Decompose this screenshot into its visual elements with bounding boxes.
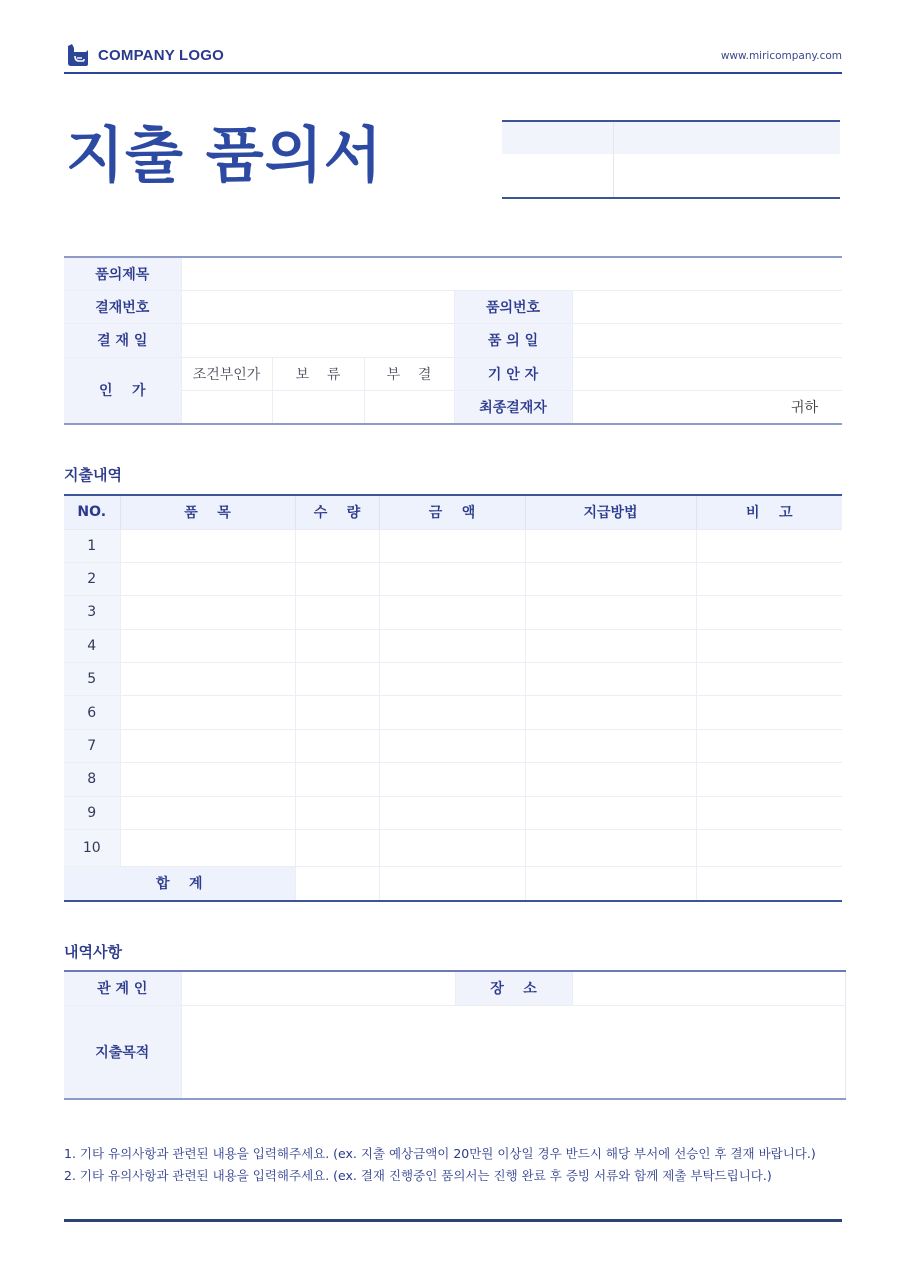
row-number: 9 xyxy=(64,796,120,829)
qty-cell[interactable] xyxy=(295,696,379,729)
item-cell[interactable] xyxy=(120,562,295,595)
table-row xyxy=(64,763,842,796)
approval-header-cell[interactable] xyxy=(614,122,840,154)
qty-cell[interactable] xyxy=(295,562,379,595)
amount-cell[interactable] xyxy=(379,663,525,696)
notes-list xyxy=(64,1143,816,1187)
qty-cell[interactable] xyxy=(295,729,379,762)
note-cell[interactable] xyxy=(696,763,842,796)
footer-divider xyxy=(64,1219,842,1222)
amount-cell[interactable] xyxy=(379,696,525,729)
table-row xyxy=(64,696,842,729)
amount-cell[interactable] xyxy=(379,830,525,867)
conditional-approval-label: 조건부인가 xyxy=(181,357,272,390)
col-header-no: NO. xyxy=(64,495,120,529)
table-row xyxy=(64,562,842,595)
note-cell[interactable] xyxy=(696,562,842,595)
purpose-label: 지출목적 xyxy=(64,1005,181,1099)
row-number: 10 xyxy=(64,830,120,867)
total-row xyxy=(64,867,842,901)
request-date-field[interactable] xyxy=(572,324,842,357)
table-row xyxy=(64,629,842,662)
approval-no-label: 결재번호 xyxy=(64,290,181,323)
qty-cell[interactable] xyxy=(295,596,379,629)
drafter-field[interactable] xyxy=(572,357,842,390)
details-section-title: 내역사항 xyxy=(64,943,122,961)
method-cell[interactable] xyxy=(525,529,696,562)
col-header-payment-method: 지급방법 xyxy=(525,495,696,529)
item-cell[interactable] xyxy=(120,663,295,696)
total-note-cell[interactable] xyxy=(696,867,842,901)
honorific-suffix: 귀하 xyxy=(790,400,818,416)
authorization-label: 인 가 xyxy=(64,357,181,424)
approval-header-cell[interactable] xyxy=(502,122,614,154)
amount-cell[interactable] xyxy=(379,596,525,629)
col-header-note: 비 고 xyxy=(696,495,842,529)
bird-logo-icon xyxy=(66,44,90,66)
item-cell[interactable] xyxy=(120,629,295,662)
request-info-table xyxy=(64,256,842,425)
request-no-field[interactable] xyxy=(572,290,842,323)
document-title: 지출 품의서 xyxy=(66,121,383,191)
amount-cell[interactable] xyxy=(379,629,525,662)
row-number: 8 xyxy=(64,763,120,796)
subject-label: 품의제목 xyxy=(64,257,181,290)
amount-cell[interactable] xyxy=(379,529,525,562)
page-header xyxy=(64,40,842,74)
method-cell[interactable] xyxy=(525,596,696,629)
qty-cell[interactable] xyxy=(295,830,379,867)
item-cell[interactable] xyxy=(120,729,295,762)
rejected-field[interactable] xyxy=(364,391,454,424)
total-qty-cell[interactable] xyxy=(295,867,379,901)
approval-date-field[interactable] xyxy=(181,324,454,357)
place-label: 장 소 xyxy=(455,971,572,1005)
row-number: 4 xyxy=(64,629,120,662)
website-url[interactable]: www.miricompany.com xyxy=(720,50,842,62)
party-field[interactable] xyxy=(181,971,455,1005)
note-cell[interactable] xyxy=(696,629,842,662)
amount-cell[interactable] xyxy=(379,796,525,829)
purpose-field[interactable] xyxy=(181,1005,846,1099)
expense-items-table xyxy=(64,494,842,902)
method-cell[interactable] xyxy=(525,663,696,696)
note-item: 1. 기타 유의사항과 관련된 내용을 입력해주세요. (ex. 지출 예상금액이 20만원 이상일 경우 반드시 해당 부서에 선승인 후 결재 바랍니다.) xyxy=(64,1146,816,1161)
table-row xyxy=(64,729,842,762)
note-cell[interactable] xyxy=(696,529,842,562)
row-number: 5 xyxy=(64,663,120,696)
item-cell[interactable] xyxy=(120,696,295,729)
approval-sign-cell[interactable] xyxy=(502,154,614,197)
row-number: 2 xyxy=(64,562,120,595)
amount-cell[interactable] xyxy=(379,729,525,762)
table-header-row xyxy=(64,495,842,529)
method-cell[interactable] xyxy=(525,763,696,796)
note-cell[interactable] xyxy=(696,830,842,867)
qty-cell[interactable] xyxy=(295,796,379,829)
table-row xyxy=(64,529,842,562)
subject-field[interactable] xyxy=(181,257,842,290)
total-amount-cell[interactable] xyxy=(379,867,525,901)
table-row xyxy=(64,830,842,867)
amount-cell[interactable] xyxy=(379,763,525,796)
place-field[interactable] xyxy=(572,971,846,1005)
row-number: 3 xyxy=(64,596,120,629)
item-cell[interactable] xyxy=(120,796,295,829)
conditional-approval-field[interactable] xyxy=(181,391,272,424)
method-cell[interactable] xyxy=(525,796,696,829)
approval-no-field[interactable] xyxy=(181,290,454,323)
note-cell[interactable] xyxy=(696,596,842,629)
method-cell[interactable] xyxy=(525,629,696,662)
details-table xyxy=(64,970,846,1100)
request-no-label: 품의번호 xyxy=(454,290,572,323)
qty-cell[interactable] xyxy=(295,529,379,562)
expense-section-title: 지출내역 xyxy=(64,466,122,484)
final-approver-field[interactable] xyxy=(572,391,842,424)
qty-cell[interactable] xyxy=(295,763,379,796)
note-cell[interactable] xyxy=(696,663,842,696)
amount-cell[interactable] xyxy=(379,562,525,595)
table-row xyxy=(64,663,842,696)
item-cell[interactable] xyxy=(120,596,295,629)
item-cell[interactable] xyxy=(120,763,295,796)
row-number: 1 xyxy=(64,529,120,562)
approval-signature-box xyxy=(502,120,840,199)
method-cell[interactable] xyxy=(525,696,696,729)
pending-label: 보 류 xyxy=(272,357,364,390)
request-date-label: 품 의 일 xyxy=(454,324,572,357)
total-method-cell[interactable] xyxy=(525,867,696,901)
note-item: 2. 기타 유의사항과 관련된 내용을 입력해주세요. (ex. 결재 진행중인 품의서는 진행 완료 후 증빙 서류와 함께 제출 부탁드립니다.) xyxy=(64,1168,772,1183)
table-row xyxy=(64,596,842,629)
drafter-label: 기 안 자 xyxy=(454,357,572,390)
approval-date-label: 결 재 일 xyxy=(64,324,181,357)
company-logo xyxy=(66,44,224,66)
party-label: 관 계 인 xyxy=(64,971,181,1005)
qty-cell[interactable] xyxy=(295,663,379,696)
method-cell[interactable] xyxy=(525,830,696,867)
item-cell[interactable] xyxy=(120,830,295,867)
pending-field[interactable] xyxy=(272,391,364,424)
col-header-amount: 금 액 xyxy=(379,495,525,529)
qty-cell[interactable] xyxy=(295,629,379,662)
rejected-label: 부 결 xyxy=(364,357,454,390)
row-number: 7 xyxy=(64,729,120,762)
logo-text: COMPANY LOGO xyxy=(98,46,225,64)
method-cell[interactable] xyxy=(525,729,696,762)
final-approver-label: 최종결재자 xyxy=(454,391,572,424)
note-cell[interactable] xyxy=(696,729,842,762)
col-header-qty: 수 량 xyxy=(295,495,379,529)
note-cell[interactable] xyxy=(696,796,842,829)
row-number: 6 xyxy=(64,696,120,729)
note-cell[interactable] xyxy=(696,696,842,729)
table-row xyxy=(64,796,842,829)
col-header-item: 품 목 xyxy=(120,495,295,529)
approval-sign-cell[interactable] xyxy=(614,154,840,197)
item-cell[interactable] xyxy=(120,529,295,562)
total-label: 합 계 xyxy=(64,867,295,901)
method-cell[interactable] xyxy=(525,562,696,595)
